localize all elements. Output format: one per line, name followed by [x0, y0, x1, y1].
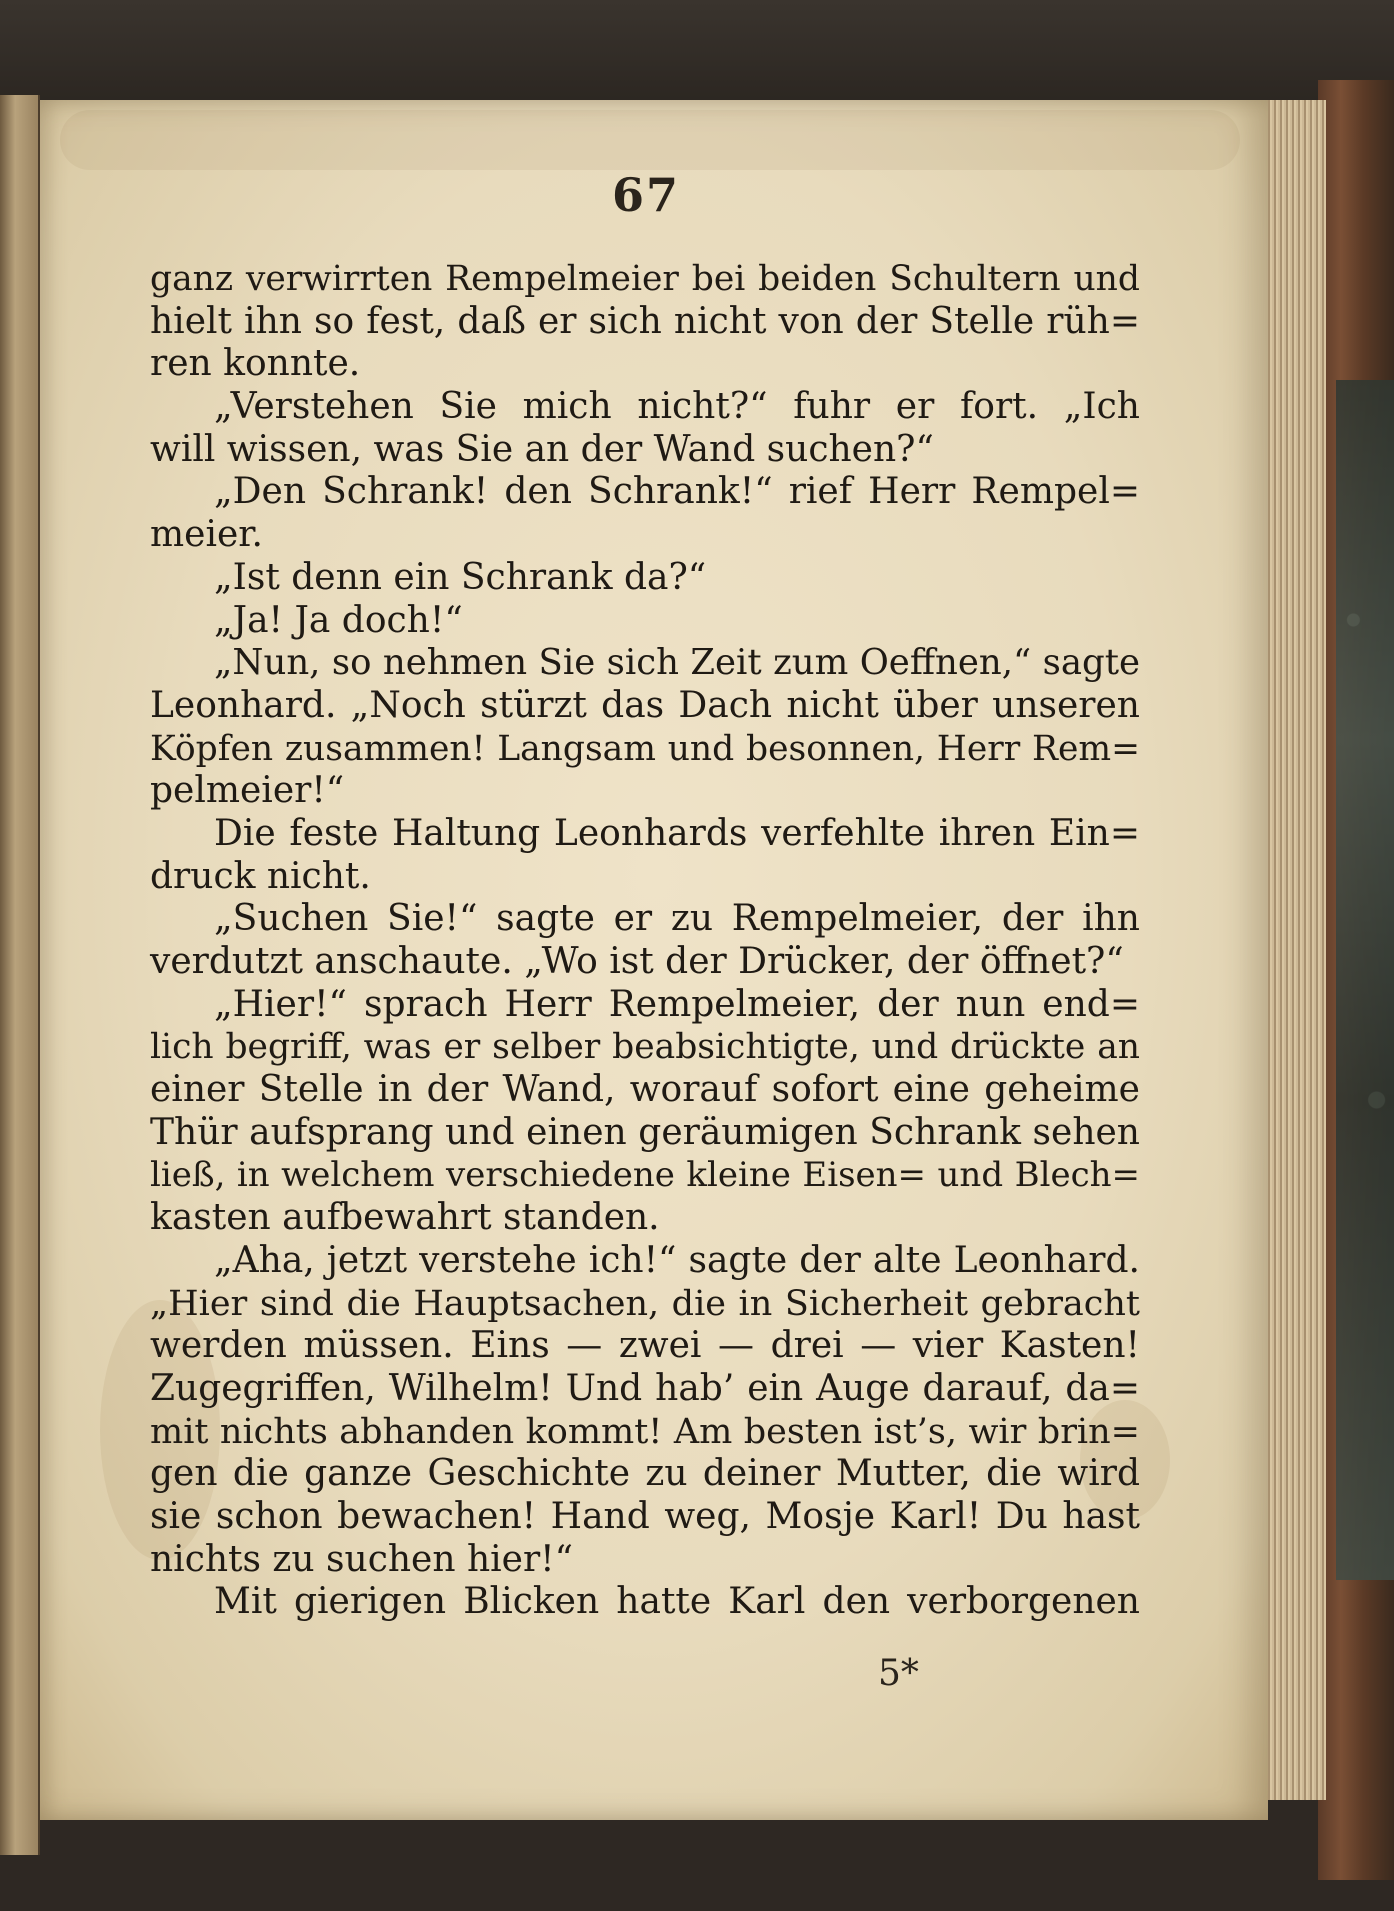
text-line: Thür aufsprang und einen geräumigen Schrank sehen [150, 1111, 1140, 1153]
text-line: Mit gierigen Blicken hatte Karl den verborgenen [214, 1581, 1140, 1623]
text-line: „Aha, jetzt verstehe ich!“ sagte der alte Leonhard. [214, 1239, 1140, 1281]
text-line: meier. [150, 514, 263, 556]
text-line: Zugegriffen, Wilhelm! Und hab’ ein Auge darauf, da= [150, 1367, 1140, 1409]
text-line: hielt ihn so fest, daß er sich nicht von der Stelle rüh= [150, 300, 1140, 342]
text-line: „Ja! Ja doch!“ [214, 599, 463, 641]
text-line: „Suchen Sie!“ sagte er zu Rempelmeier, der ihn [214, 898, 1140, 940]
book-page [40, 100, 1268, 1820]
text-line: kasten aufbewahrt standen. [150, 1197, 660, 1239]
text-line: will wissen, was Sie an der Wand suchen?“ [150, 428, 934, 470]
text-line: ren konnte. [150, 343, 361, 385]
text-line: „Hier!“ sprach Herr Rempelmeier, der nun end= [214, 983, 1140, 1025]
text-line: einer Stelle in der Wand, worauf sofort eine geheime [150, 1069, 1140, 1111]
text-line: nichts zu suchen hier!“ [150, 1538, 574, 1580]
text-line: gen die ganze Geschichte zu deiner Mutter, die wird [150, 1453, 1140, 1495]
text-line: mit nichts abhanden kommt! Am besten ist’s, wir brin= [150, 1411, 1140, 1452]
text-line: lich begriff, was er selber beabsichtigte, und drückte an [150, 1027, 1140, 1068]
text-line: pelmeier!“ [150, 770, 345, 812]
text-line: ganz verwirrten Rempelmeier bei beiden Schultern und [150, 259, 1140, 299]
text-line: „Hier sind die Hauptsachen, die in Sicherheit gebracht [150, 1283, 1140, 1324]
text-line: druck nicht. [150, 855, 371, 897]
text-line: verdutzt anschaute. „Wo ist der Drücker, der öffnet?“ [150, 941, 1124, 982]
text-line: „Den Schrank! den Schrank!“ rief Herr Rempel= [214, 471, 1140, 513]
page-block-edges [1265, 100, 1326, 1800]
text-line: Köpfen zusammen! Langsam und besonnen, Herr Rem= [150, 728, 1140, 769]
text-line: sie schon bewachen! Hand weg, Mosje Karl! Du hast [150, 1495, 1140, 1537]
text-line: Die feste Haltung Leonhards verfehlte ihren Ein= [214, 812, 1140, 854]
previous-page-edge [0, 95, 40, 1855]
page-number: 67 [611, 168, 680, 222]
text-line: „Ist denn ein Schrank da?“ [214, 556, 707, 598]
body-text [150, 258, 1140, 1624]
text-line: „Nun, so nehmen Sie sich Zeit zum Oeffnen,“ sagte [214, 642, 1140, 684]
marbled-cover-pattern [1336, 380, 1394, 1580]
paper-stain [60, 110, 1240, 170]
text-line: werden müssen. Eins — zwei — drei — vier Kasten! [150, 1325, 1140, 1367]
signature-mark: 5* [878, 1653, 919, 1694]
text-line: ließ, in welchem verschiedene kleine Eisen= und Blech= [150, 1155, 1140, 1196]
text-line: Leonhard. „Noch stürzt das Dach nicht über unseren [150, 684, 1140, 726]
text-line: „Verstehen Sie mich nicht?“ fuhr er fort. „Ich [214, 386, 1140, 428]
book-cover-edge [1318, 80, 1394, 1880]
